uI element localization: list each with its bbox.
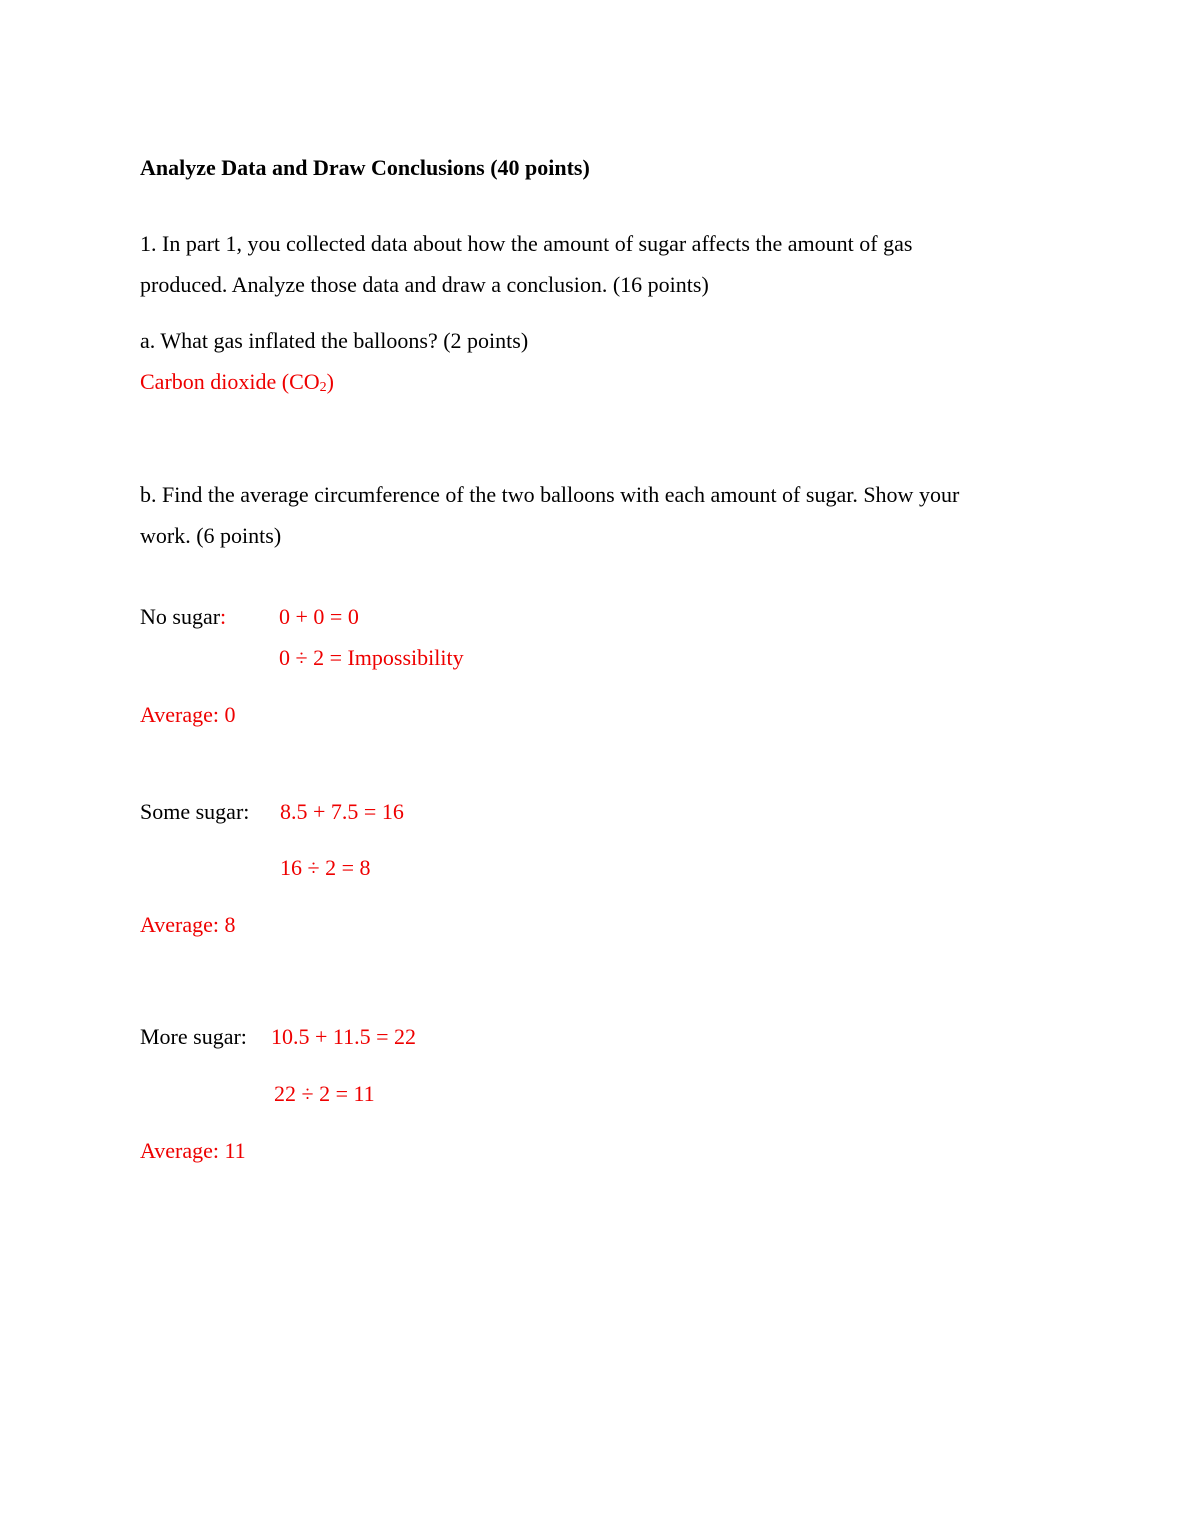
some-sugar-division: 16 ÷ 2 = 8 xyxy=(280,855,371,880)
no-sugar-label-colon: : xyxy=(220,604,227,629)
question-a: a. What gas inflated the balloons? (2 points) xyxy=(140,328,529,353)
answer-a-close: ) xyxy=(326,369,334,394)
more-sugar-label: More sugar: xyxy=(140,1024,247,1049)
question-1-line-2: produced. Analyze those data and draw a conclusion. (16 points) xyxy=(140,272,709,297)
answer-a xyxy=(140,371,334,393)
question-b-line-1: b. Find the average circumference of the two balloons with each amount of sugar. Show your xyxy=(140,482,960,507)
more-sugar-sum: 10.5 + 11.5 = 22 xyxy=(271,1024,416,1049)
answer-a-text: Carbon dioxide (CO xyxy=(140,369,320,394)
some-sugar-average: Average: 8 xyxy=(140,912,236,937)
question-b-line-2: work. (6 points) xyxy=(140,523,282,548)
more-sugar-average: Average: 11 xyxy=(140,1138,246,1163)
question-1-line-1: 1. In part 1, you collected data about how the amount of sugar affects the amount of gas xyxy=(140,231,913,256)
answer-a-subscript: 2 xyxy=(319,380,327,395)
no-sugar-sum: 0 + 0 = 0 xyxy=(279,604,359,629)
no-sugar-label xyxy=(140,606,226,628)
more-sugar-division: 22 ÷ 2 = 11 xyxy=(274,1081,375,1106)
some-sugar-label: Some sugar: xyxy=(140,799,250,824)
no-sugar-label-text: No sugar xyxy=(140,604,221,629)
no-sugar-average: Average: 0 xyxy=(140,702,236,727)
section-heading: Analyze Data and Draw Conclusions (40 points) xyxy=(140,155,590,180)
some-sugar-sum: 8.5 + 7.5 = 16 xyxy=(280,799,404,824)
no-sugar-division: 0 ÷ 2 = Impossibility xyxy=(279,645,464,670)
